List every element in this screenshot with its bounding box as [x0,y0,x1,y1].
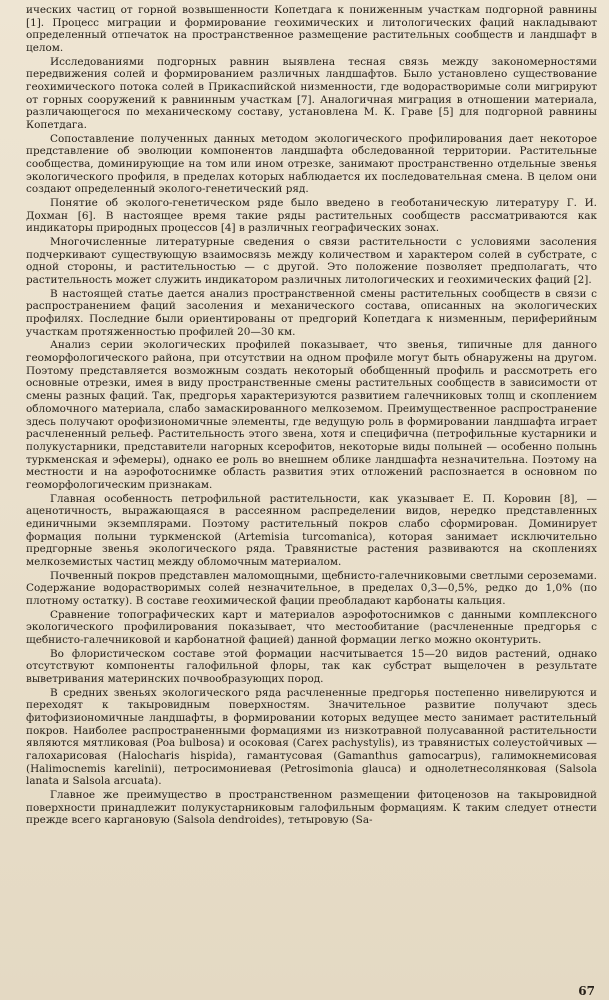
paragraph: Во флористическом составе этой формации насчитывается 15—20 видов растений, однако отсутствуют компоненты галофильной флоры, так как субстрат выщелочен в результате выветривания материнских почвообразующих пород. [26,647,597,685]
paragraph: Многочисленные литературные сведения о связи растительности с условиями засоления подчеркивают существующую взаимосвязь между количеством и характером солей в субстрате, с одной стороны, и растительностью — с другой. Это положение позволяет предполагать, что растительность может служить индикатором различных литологических и геохимических фаций [2]. [26,236,597,287]
page-number: 67 [578,984,595,998]
paragraph: Сопоставление полученных данных методом экологического профилирования дает некоторое представление об эволюции компонентов ландшафта обследованной территории. Растительные сообщества, доминирующие на том или ином отрезке, занимают пространственно отдельные звенья экологического профиля, в пределах которых наблюдается их последовательная смена. В целом они создают определенный эколого-генетический ряд. [26,132,597,196]
paragraph: Анализ серии экологических профилей показывает, что звенья, типичные для данного геоморфологического района, при отсутствии на одном профиле могут быть обнаружены на другом. Поэтому представляется возможным создать некоторый обобщенный профиль и рассмотреть его основные отрезки, имея в виду пространственные смены растительных сообществ в зависимости от смены разных фаций. Так, предгорья характеризуются развитием галечниковых толщ и скоплением обломочного материала, слабо замаскированного мелкоземом. Преимущественное распространение здесь получают орофизиономичные элементы, где ведущую роль в формировании ландшафта играет расчлененный рельеф. Растительность этого звена, хотя и специфична (петрофильные кустарники и полукустарники, представители нагорных ксерофитов, некоторые виды полыней — особенно полынь туркменская и эфемеры), однако ее роль во внешнем облике ландшафта незначительна. Поэтому на местности и на аэрофотоснимке область развития этих отложений распознается в основном по геоморфологическим признакам. [26,339,597,491]
paragraph: Сравнение топографических карт и материалов аэрофотоснимков с данными комплексного экологического профилирования показывает, что местообитание (расчлененные предгорья с щебнисто-галечниковой и карбонатной фацией) данной формации легко можно оконтурить. [26,608,597,646]
paragraph: ических частиц от горной возвышенности Копетдага к пониженным участкам подгорной равнины [1]. Процесс миграции и формирование геохимических и литологических фаций накладывают определенный отпечаток на пространственное размещение растительных сообществ и ландшафт в целом. [26,4,597,55]
paragraph: Почвенный покров представлен маломощными, щебнисто-галечниковыми светлыми сероземами. Содержание водорастворимых солей незначительное, в пределах 0,3—0,5%, редко до 1,0% (по плотному остатку). В составе геохимической фации преобладают карбонаты кальция. [26,569,597,607]
paragraph: В средних звеньях экологического ряда расчлененные предгорья постепенно нивелируются и переходят к такыровидным поверхностям. Значительное развитие получают здесь фитофизиономичные ландшафты, в формировании которых ведущее место занимает растительный покров. Наиболее распространенными формациями из низкотравной полусаванной растительности являются мятликовая (Poa bulbosa) и осоковая (Carex pachystylis), из травянистых солеустойчивых — галохарисовая (Halocharis hispida), гамантусовая (Gamanthus gamocarpus), галимокнемисовая (Halimocnemis karelinii), петросимониевая (Petrosimonia glauca) и однолетнесолянковая (Salsola lanata и Salsola arcuata). [26,686,597,788]
paragraph: В настоящей статье дается анализ пространственной смены растительных сообществ в связи с распространением фаций засоления и механического состава, описанных на экологических профилях. Последние были ориентированы от предгорий Копетдага к низменным, периферийным участкам протяженностью профилей 20—30 км. [26,287,597,338]
paragraph: Главная особенность петрофильной растительности, как указывает Е. П. Коровин [8], — аценотичность, выражающаяся в рассеянном распределении видов, нередко представленных единичными экземплярами. Поэтому растительный покров слабо сформирован. Доминирует формация полыни туркменской (Artemisia turcomanica), которая занимает исключительно предгорные звенья экологического ряда. Травянистые растения развиваются на скоплениях мелкоземистых частиц между обломочным материалом. [26,492,597,568]
paragraph: Понятие об эколого-генетическом ряде было введено в геоботаническую литературу Г. И. Дохман [6]. В настоящее время такие ряды растительных сообществ рассматриваются как индикаторы природных процессов [4] в различных географических зонах. [26,197,597,235]
paragraph: Исследованиями подгорных равнин выявлена тесная связь между закономерностями передвижения солей и формированием различных ландшафтов. Было установлено существование геохимического потока солей в Прикаспийской низменности, где водорастворимые соли мигрируют от горных сооружений к равнинным участкам [7]. Аналогичная миграция в отношении материала, различающегося по механическому составу, установлена М. К. Граве [5] для подгорной равнины Копетдага. [26,55,597,132]
article-body [26,4,597,827]
paragraph: Главное же преимущество в пространственном размещении фитоценозов на такыровидной поверхности принадлежит полукустарниковым галофильным формациям. К таким следует отнести прежде всего каргановую (Salsola dendroides), тетыровую (Sa- [26,788,597,827]
